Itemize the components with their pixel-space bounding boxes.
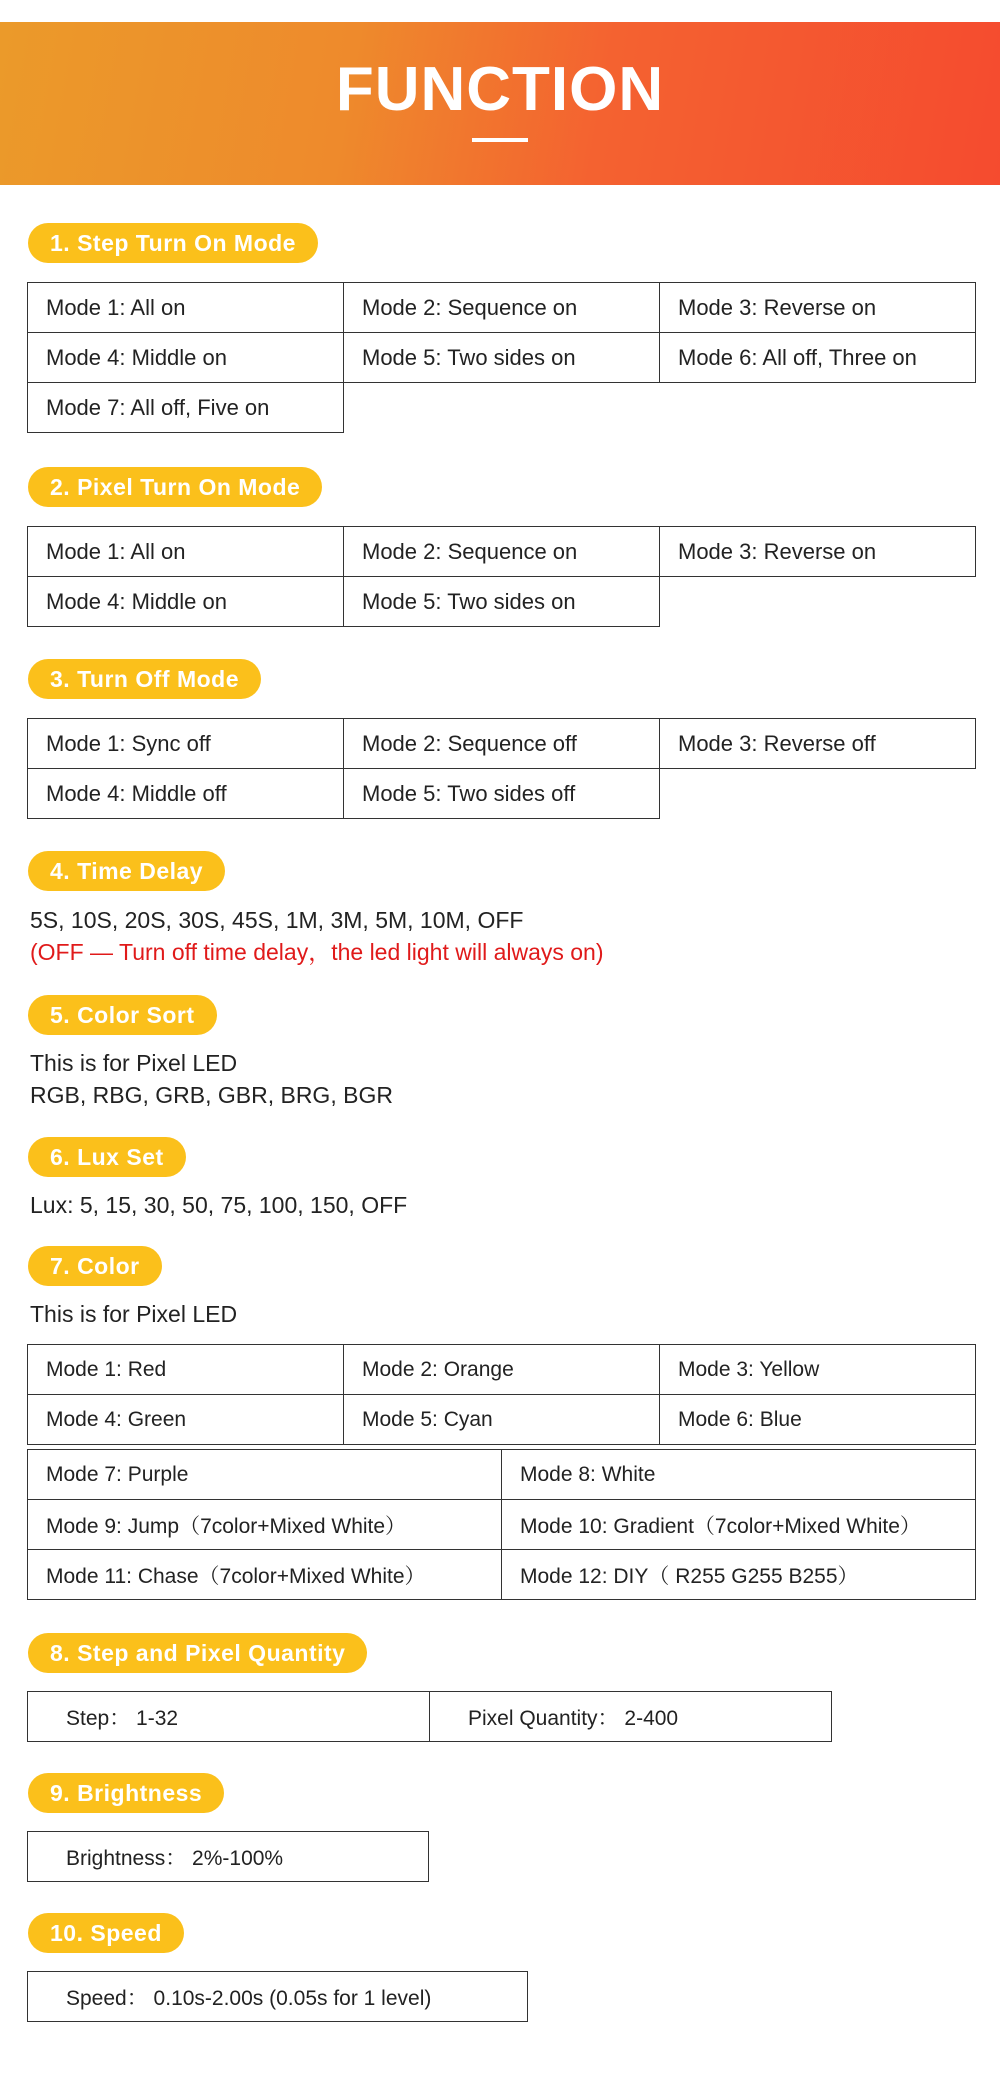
table-cell: Mode 12: DIY（ R255 G255 B255） (502, 1550, 976, 1600)
table-cell: Mode 1: Red (28, 1345, 344, 1395)
table-row (28, 1450, 976, 1500)
table-cell: Mode 1: All on (28, 283, 344, 333)
table-row (28, 1395, 976, 1445)
color-sort-line1: This is for Pixel LED (30, 1050, 238, 1076)
table-cell: Mode 2: Orange (344, 1345, 660, 1395)
empty-cell (344, 383, 660, 433)
turn-off-table (27, 718, 976, 819)
title-underline (472, 138, 528, 142)
table-row (28, 1832, 429, 1882)
section-heading-step-turn-on: 1. Step Turn On Mode (28, 223, 318, 263)
section-heading-lux-set: 6. Lux Set (28, 1137, 186, 1177)
section-heading-step-pixel-qty: 8. Step and Pixel Quantity (28, 1633, 367, 1673)
table-cell: Mode 10: Gradient（7color+Mixed White） (502, 1500, 976, 1550)
table-row (28, 383, 976, 433)
table-cell: Mode 5: Cyan (344, 1395, 660, 1445)
section-heading-speed: 10. Speed (28, 1913, 184, 1953)
table-cell: Mode 7: All off, Five on (28, 383, 344, 433)
empty-cell (660, 383, 976, 433)
table-cell: Mode 6: All off, Three on (660, 333, 976, 383)
table-cell: Mode 3: Yellow (660, 1345, 976, 1395)
table-cell: Mode 1: Sync off (28, 719, 344, 769)
table-cell: Mode 2: Sequence off (344, 719, 660, 769)
section-heading-brightness: 9. Brightness (28, 1773, 224, 1813)
speed-table (27, 1971, 528, 2022)
table-cell: Mode 4: Middle on (28, 333, 344, 383)
table-row (28, 1972, 528, 2022)
speed-value: Speed： 0.10s-2.00s (0.05s for 1 level) (28, 1972, 528, 2022)
step-pixel-qty-table (27, 1691, 832, 1742)
table-cell: Mode 9: Jump（7color+Mixed White） (28, 1500, 502, 1550)
section-heading-color-sort: 5. Color Sort (28, 995, 217, 1035)
section-heading-time-delay: 4. Time Delay (28, 851, 225, 891)
brightness-table (27, 1831, 429, 1882)
table-cell: Mode 6: Blue (660, 1395, 976, 1445)
table-row (28, 719, 976, 769)
table-row (28, 527, 976, 577)
table-cell: Mode 5: Two sides on (344, 333, 660, 383)
table-cell: Mode 4: Middle off (28, 769, 344, 819)
color-line1: This is for Pixel LED (30, 1301, 238, 1327)
color-modes-table-2col (27, 1449, 976, 1600)
header-banner (0, 22, 1000, 185)
table-cell: Mode 2: Sequence on (344, 283, 660, 333)
table-row (28, 333, 976, 383)
lux-set-values: Lux: 5, 15, 30, 50, 75, 100, 150, OFF (30, 1192, 408, 1218)
empty-cell (660, 769, 976, 819)
table-row (28, 1692, 832, 1742)
brightness-value: Brightness： 2%-100% (28, 1832, 429, 1882)
pixel-quantity-value: Pixel Quantity： 2-400 (430, 1692, 832, 1742)
pixel-turn-on-table (27, 526, 976, 627)
table-cell: Mode 3: Reverse off (660, 719, 976, 769)
color-sort-line2: RGB, RBG, GRB, GBR, BRG, BGR (30, 1082, 393, 1108)
section-heading-color: 7. Color (28, 1246, 162, 1286)
step-value: Step： 1-32 (28, 1692, 430, 1742)
color-modes-table-3col (27, 1344, 976, 1445)
table-cell: Mode 4: Middle on (28, 577, 344, 627)
table-row (28, 1550, 976, 1600)
table-cell: Mode 1: All on (28, 527, 344, 577)
table-cell: Mode 7: Purple (28, 1450, 502, 1500)
table-cell: Mode 8: White (502, 1450, 976, 1500)
time-delay-note: (OFF — Turn off time delay，the led light will always on) (30, 939, 604, 965)
table-row (28, 1345, 976, 1395)
section-heading-turn-off: 3. Turn Off Mode (28, 659, 261, 699)
table-cell: Mode 2: Sequence on (344, 527, 660, 577)
empty-cell (660, 577, 976, 627)
table-cell: Mode 3: Reverse on (660, 283, 976, 333)
table-cell: Mode 11: Chase（7color+Mixed White） (28, 1550, 502, 1600)
step-turn-on-table (27, 282, 976, 433)
page-title: FUNCTION (335, 55, 665, 124)
table-row (28, 283, 976, 333)
table-cell: Mode 3: Reverse on (660, 527, 976, 577)
table-row (28, 1500, 976, 1550)
table-cell: Mode 4: Green (28, 1395, 344, 1445)
table-cell: Mode 5: Two sides on (344, 577, 660, 627)
section-heading-pixel-turn-on: 2. Pixel Turn On Mode (28, 467, 322, 507)
table-row (28, 577, 976, 627)
table-row (28, 769, 976, 819)
table-cell: Mode 5: Two sides off (344, 769, 660, 819)
time-delay-values: 5S, 10S, 20S, 30S, 45S, 1M, 3M, 5M, 10M, OFF (30, 907, 524, 933)
